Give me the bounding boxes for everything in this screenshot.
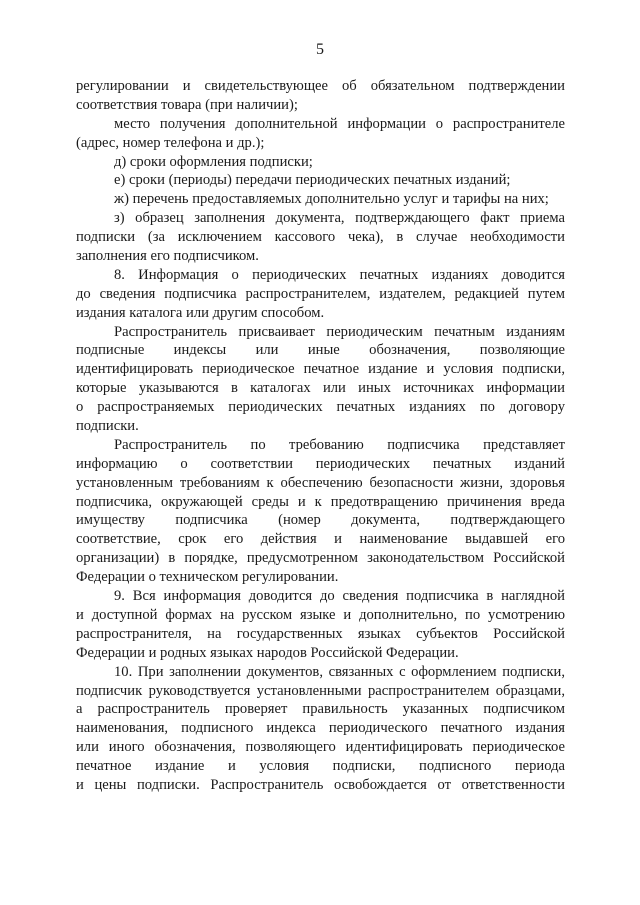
text-line: и доступной формах на русском языке и дополнительно, по усмотрению	[76, 606, 565, 623]
text-line: до сведения подписчика распространителем, издателем, редакцией путем	[76, 285, 565, 302]
text-line: о распространяемых периодических печатных изданиях по договору	[76, 399, 565, 416]
text-line: организации) в порядке, предусмотренном законодательством Российской	[76, 550, 565, 567]
text-line: распространителя, на государственных языках субъектов Российской	[76, 625, 565, 642]
text-line: Федерации о техническом регулировании.	[76, 569, 339, 586]
text-line: соответствие, срок его действия и наименование выдавшей его	[76, 531, 565, 548]
text-line: наименования, подписного индекса периодического печатного издания	[76, 720, 565, 737]
text-line: 8. Информация о периодических печатных изданиях доводится	[114, 266, 565, 283]
page-number: 5	[316, 41, 324, 58]
text-line: 10. При заполнении документов, связанных с оформлением подписки,	[114, 663, 565, 680]
text-line: Распространитель присваивает периодическим печатным изданиям	[114, 323, 565, 340]
text-line: которые указываются в каталогах или иных источниках информации	[76, 380, 565, 397]
text-line: издания каталога или другим способом.	[76, 304, 325, 321]
document-body	[76, 77, 565, 795]
text-line: 9. Вся информация доводится до сведения подписчика в наглядной	[114, 588, 565, 605]
text-line: з) образец заполнения документа, подтверждающего факт приема	[114, 210, 565, 227]
text-line: информацию о соответствии периодических печатных изданий	[76, 455, 565, 472]
text-line: имуществу подписчика (номер документа, подтверждающего	[76, 512, 565, 529]
text-line: печатное издание и условия подписки, подписного периода	[76, 758, 565, 775]
text-line: и цены подписки. Распространитель освобождается от ответственности	[76, 776, 565, 793]
text-line: идентифицировать периодическое печатное издание и условия подписки,	[76, 361, 565, 378]
text-line: установленным требованиям к обеспечению безопасности жизни, здоровья	[76, 474, 565, 491]
text-line: подписчика, окружающей среды и к предотвращению причинения вреда	[76, 493, 565, 510]
text-line: подписки.	[76, 418, 139, 435]
text-line: ж) перечень предоставляемых дополнительно услуг и тарифы на них;	[114, 191, 549, 208]
text-line: подписки (за исключением кассового чека), в случае необходимости	[76, 229, 565, 246]
text-line: подписные индексы или иные обозначения, позволяющие	[76, 342, 565, 359]
text-line: Распространитель по требованию подписчика представляет	[114, 436, 565, 453]
text-line: а распространитель проверяет правильность указанных подписчиком	[76, 701, 565, 718]
text-line: Федерации и родных языках народов Российской Федерации.	[76, 644, 459, 661]
text-line: д) сроки оформления подписки;	[114, 153, 313, 170]
text-line: место получения дополнительной информации о распространителе	[114, 115, 565, 132]
text-line: регулировании и свидетельствующее об обязательном подтверждении	[76, 78, 565, 94]
text-line: е) сроки (периоды) передачи периодических печатных изданий;	[114, 172, 511, 189]
text-line: (адрес, номер телефона и др.);	[76, 134, 265, 151]
text-line: заполнения его подписчиком.	[76, 248, 259, 265]
text-line: соответствия товара (при наличии);	[76, 96, 298, 113]
text-line: или иного обозначения, позволяющего идентифицировать периодическое	[76, 739, 565, 756]
text-line: подписчик руководствуется установленными распространителем образцами,	[76, 682, 565, 699]
